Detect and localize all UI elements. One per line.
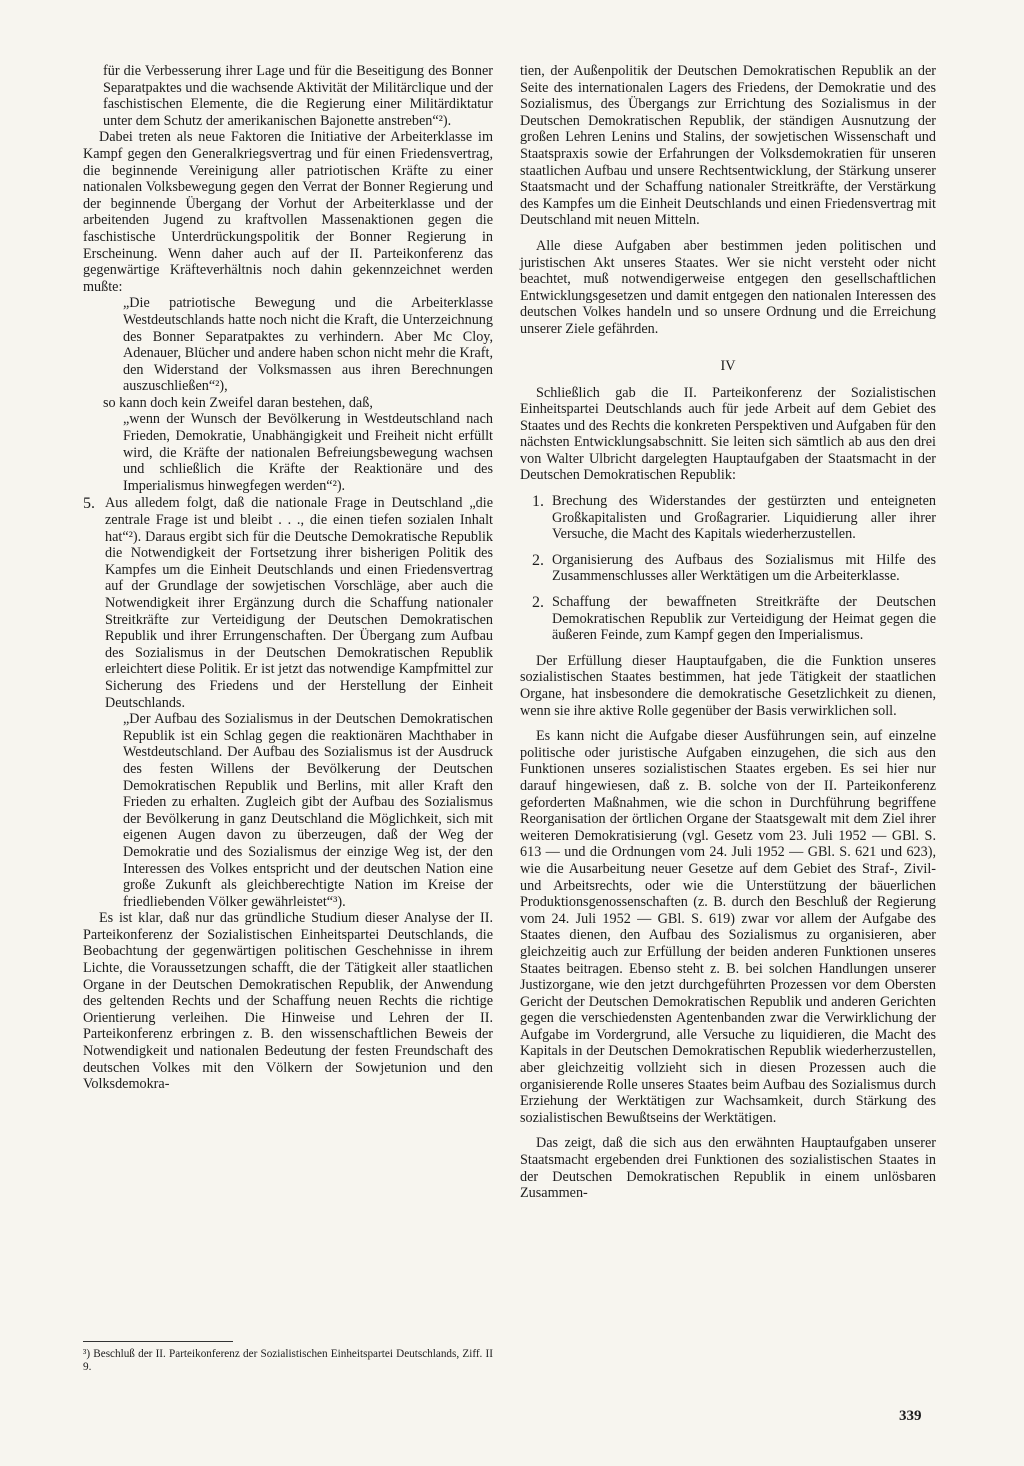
list-item: [520, 594, 936, 644]
item-text: Brechung des Widerstandes der gestürzten und enteigneten Großkapitalisten und Großagrarier. Liquidierung aller ihrer Versuche, die Macht des Kapitals wiederherzustellen.: [552, 493, 936, 543]
paragraph: Das zeigt, daß die sich aus den erwähnten Hauptaufgaben unserer Staatsmacht ergebenden drei Funktionen des sozialistischen Staates in der Deutschen Demokratischen Republik in einem unlösbaren Zusammen-: [520, 1135, 936, 1202]
item-number: 5.: [83, 495, 95, 513]
right-column: [520, 63, 936, 1202]
item-number: 2.: [532, 551, 544, 569]
paragraph: so kann doch kein Zweifel daran bestehen, daß,: [103, 394, 373, 411]
footnote: ³) Beschluß der II. Parteikonferenz der Sozialistischen Einheitspartei Deutschlands, Ziff. II 9.: [83, 1348, 493, 1373]
page-number: 339: [899, 1408, 922, 1424]
paragraph: Es ist klar, daß nur das gründliche Studium dieser Analyse der II. Parteikonferenz der Sozialistischen Einheitspartei Deutschlands, die Beobachtung der gegenwärtigen politischen Geschehnisse in ihrem Lichte, die Voraussetzungen schafft, die der Tätigkeit aller staatlichen Organe in der Deutschen Demokratischen Republik, der Anwendung des geltenden Rechts und der Schaffung neuen Rechts die richtige Orientierung verleihen. Die Hinweise und Lehren der II. Parteikonferenz erbringen z. B. den wissenschaftlichen Beweis der Notwendigkeit und nationalen Bedeutung der festen Freundschaft des deutschen Volkes mit den Völkern der Sowjetunion und den Volksdemokra-: [83, 910, 493, 1093]
numbered-item-5: [83, 495, 493, 711]
item-text: Schaffung der bewaffneten Streitkräfte der Deutschen Demokratischen Republik zur Verteidigung der Heimat gegen die äußeren Feinde, zum Kampf gegen den Imperialismus.: [552, 594, 936, 644]
item-number: 1.: [532, 493, 544, 511]
left-column: [83, 63, 493, 1093]
section-heading: IV: [720, 357, 736, 374]
item-text: Organisierung des Aufbaus des Sozialismus mit Hilfe des Zusammenschlusses aller Werktätigen um die Arbeiterklasse.: [552, 551, 936, 585]
paragraph: Es kann nicht die Aufgabe dieser Ausführungen sein, auf einzelne politische oder juristische Aufgaben einzugehen, die sich aus den Funktionen unseres sozialistischen Staates ergeben. Es sei hier nur darauf hingewiesen, daß z. B. solche von der II. Parteikonferenz geforderten Maßnahmen, wie die schon in Durchführung begriffene Reorganisation der örtlichen Organe der Staatsgewalt mit dem Ziel ihrer weiteren Demokratisierung (vgl. Gesetz vom 23. Juli 1952 — GBl. S. 613 — und die Ordnungen vom 24. Juli 1952 — GBl. S. 621 und 623), wie die Ausarbeitung neuer Gesetze auf dem Gebiet des Straf-, Zivil- und Arbeitsrechts, oder wie die Unterstützung der bäuerlichen Produktionsgenossenschaften (z. B. durch den Beschluß der Regierung vom 24. Juli 1952 — GBl. S. 619) zwar vor allem der Aufgabe des Staates dienen, den Aufbau des Sozialismus zu organisieren, aber gleichzeitig auch zur Erfüllung der beiden anderen Funktionen unseres Staates beitragen. Ebenso steht z. B. bei solchen Handlungen unserer Justizorgane, wie den jetzt durchgeführten Prozessen vor dem Obersten Gericht der Deutschen Demokratischen Republik und anderen Gerichten gegen die verschiedensten Agentenbanden zwar die Verwirklichung der Aufgabe im Vordergrund, alle Versuche zu liquidieren, die Macht des Kapitals in der Deutschen Demokratischen Republik wiederherzustellen, aber gleichzeitig vollzieht sich in diesen Prozessen auch die organisierende Rolle unseres Staates beim Aufbau des Sozialismus durch Erziehung der Werktätigen zur Wachsamkeit, durch Stärkung des sozialistischen Bewußtseins der Werktätigen.: [520, 728, 936, 1126]
paragraph: Alle diese Aufgaben aber bestimmen jeden politischen und juristischen Akt unseres Staates. Wer sie nicht versteht oder nicht beachtet, muß notwendigerweise entgegen den gesellschaftlichen Entwicklungsgesetzen und damit entgegen den nationalen Interessen des deutschen Volkes handeln und so unsere Ordnung und die Erreichung unserer Ziele gefährden.: [520, 237, 936, 337]
paragraph: tien, der Außenpolitik der Deutschen Demokratischen Republik an der Seite des internationalen Lagers des Friedens, der Demokratie und des Sozialismus, des Übergangs zur Errichtung des Sozialismus in der Deutschen Demokratischen Republik, der ständigen Ausnutzung der großen Lehren Lenins und Stalins, der sowjetischen Wissenschaft und Staatspraxis sowie der Erfahrungen der Volksdemokratien für unseren staatlichen Aufbau und unsere Rechtsentwicklung, der Stärkung unserer Staatsmacht und der Schaffung nationaler Streitkräfte, der Verstärkung des Kampfes um die Einheit Deutschlands und einen Friedensvertrag mit Deutschland mit neuen Mitteln.: [520, 63, 936, 229]
quotation: „Die patriotische Bewegung und die Arbeiterklasse Westdeutschlands hatte noch nicht die Kraft, die Unterzeichnung des Bonner Separatpaktes zu verhindern. Aber Mc Cloy, Adenauer, Blücher und andere haben schon nicht mehr die Kraft, den Widerstand der Volksmassen aus ihren Berechnungen auszuschließen“²),: [123, 295, 493, 395]
item-text: Aus alledem folgt, daß die nationale Frage in Deutschland „die zentrale Frage ist und bleibt . . ., die einen tiefen sozialen Inhalt hat“²). Daraus ergibt sich für die Deutsche Demokratische Republik die Notwendigkeit der Fortsetzung ihrer bisherigen Politik des Kampfes um die Einheit Deutschlands und einen Friedensvertrag auf der Grundlage der sowjetischen Vorschläge, aber auch die Notwendigkeit ihrer Ergänzung durch die Schaffung nationaler Streitkräfte zur Verteidigung der Deutschen Demokratischen Republik und ihrer Errungenschaften. Der Übergang zum Aufbau des Sozialismus in der Deutschen Demokratischen Republik erleichtert diese Politik. Er ist jetzt das notwendige Kampfmittel zur Sicherung des Friedens und der Herstellung der Einheit Deutschlands.: [105, 495, 493, 711]
paragraph: Schließlich gab die II. Parteikonferenz der Sozialistischen Einheitspartei Deutschlands auch für jede Arbeit auf dem Gebiet des Staates und des Rechts die konkreten Perspektiven und Aufgaben für den nächsten Entwicklungsabschnitt. Sie leiten sich sämtlich ab aus den drei von Walter Ulbricht dargelegten Hauptaufgaben der Staatsmacht in der Deutschen Demokratischen Republik:: [520, 384, 936, 484]
paragraph: Dabei treten als neue Faktoren die Initiative der Arbeiterklasse im Kampf gegen den Generalkriegsvertrag und für einen Friedensvertrag, die beginnende Vereinigung aller patriotischen Kräfte zu einer nationalen Volksbewegung gegen den Verrat der Bonner Regierung und der beginnende Übergang der Vorhut der Arbeiterklasse und der arbeitenden Jugend zu kraftvollen Massenaktionen gegen die faschistische Unterdrückungspolitik der Bonner Regierung in Erscheinung. Wenn daher auch auf der II. Parteikonferenz das gegenwärtige Kräfteverhältnis noch dahin gekennzeichnet werden mußte:: [83, 129, 493, 295]
paragraph: für die Verbesserung ihrer Lage und für die Beseitigung des Bonner Separatpaktes und die wachsende Aktivität der Militärclique und der faschistischen Elemente, die die Regierung einer Militärdiktatur unter dem Schutz der amerikanischen Bajonette anstreben“²).: [103, 63, 493, 129]
paragraph: Der Erfüllung dieser Hauptaufgaben, die die Funktion unseres sozialistischen Staates bestimmen, hat jede Tätigkeit der staatlichen Organe, hat insbesondere die demokratische Gesetzlichkeit zu dienen, wenn sie ihre aktive Rolle gegenüber der Basis verwirklichen soll.: [520, 652, 936, 719]
quotation: „wenn der Wunsch der Bevölkerung in Westdeutschland nach Frieden, Demokratie, Unabhängigkeit und Freiheit nicht erfüllt wird, die Kräfte der nationalen Befreiungsbewegung wachsen und schließlich die Kräfte der Reaktionäre und des Imperialismus hinwegfegen werden“²).: [123, 411, 493, 494]
item-number: 2.: [532, 594, 544, 612]
quotation: „Der Aufbau des Sozialismus in der Deutschen Demokratischen Republik ist ein Schlag gegen die reaktionären Machthaber in Westdeutschland. Der Aufbau des Sozialismus ist der Ausdruck des festen Willens der Bevölkerung der Deutschen Demokratischen Republik und Berlins, mit aller Kraft den Frieden zu erhalten. Zugleich gibt der Aufbau des Sozialismus der Bevölkerung in ganz Deutschland die Möglichkeit, sich mit eigenen Augen davon zu überzeugen, daß der Weg der Demokratie und des Sozialismus der einzige Weg ist, der den Interessen des Volkes entspricht und der deutschen Nation eine große Zukunft als gleichberechtigte Nation im Kreise der friedliebenden Völker gewährleistet“³).: [123, 711, 493, 910]
list-item: [520, 552, 936, 585]
list-item: [520, 493, 936, 543]
footnote-divider: [83, 1341, 233, 1342]
